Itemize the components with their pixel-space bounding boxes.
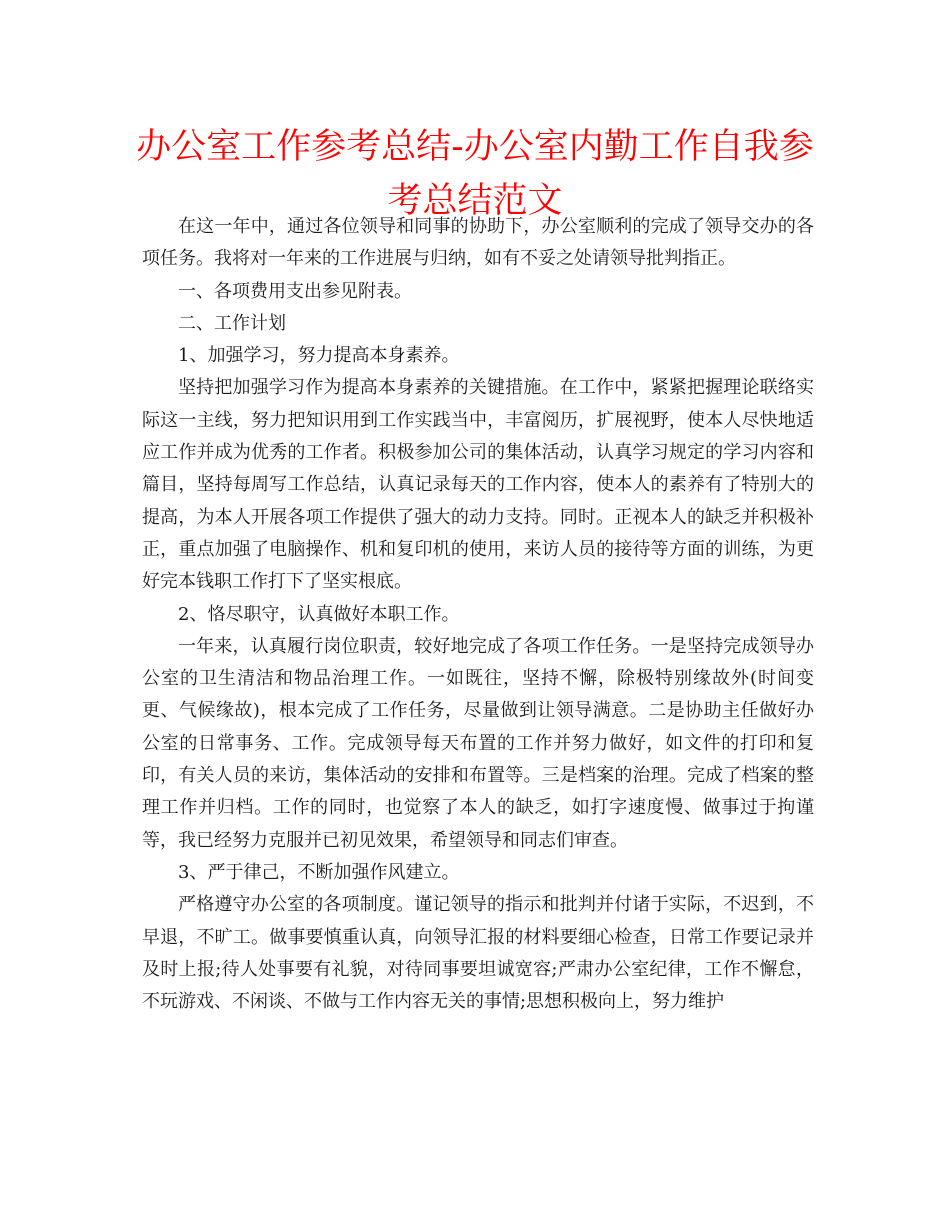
paragraph-item-2-heading: 2、恪尽职守，认真做好本职工作。: [178, 603, 460, 625]
paragraph-item-3-body: 严格遵守办公室的各项制度。谨记领导的指示和批判并付诸于实际，不迟到，不早退，不旷工。做事要慎重认真，向领导汇报的材料要细心检查，日常工作要记录并及时上报;待人处事要有礼貌，对待同事要坦诚宽容;严肃办公室纪律，工作不懈怠，不玩游戏、不闲谈、不做与工作内容无关的事情;思想积极向上，努力维护: [142, 894, 814, 1013]
paragraph-work-plan-heading: 二、工作计划: [178, 312, 286, 334]
paragraph-item-3-heading: 3、严于律己，不断加强作风建立。: [178, 861, 460, 883]
paragraph-intro: 在这一年中，通过各位领导和同事的协助下，办公室顺利的完成了领导交办的各项任务。我将对一年来的工作进展与归纳，如有不妥之处请领导批判指正。: [142, 216, 814, 270]
paragraph-item-2-body: 一年来，认真履行岗位职责，较好地完成了各项工作任务。一是坚持完成领导办公室的卫生清洁和物品治理工作。一如既往，坚持不懈，除极特别缘故外(时间变更、气候缘故)，根本完成了工作任务，尽量做到让领导满意。二是协助主任做好办公室的日常事务、工作。完成领导每天布置的工作并努力做好，如文件的打印和复印，有关人员的来访，集体活动的安排和布置等。三是档案的治理。完成了档案的整理工作并归档。工作的同时，也觉察了本人的缺乏，如打字速度慢、做事过于拘谨等，我已经努力克服并已初见效果，希望领导和同志们审查。: [142, 635, 814, 851]
paragraph-expenses: 一、各项费用支出参见附表。: [178, 280, 412, 302]
document-body: [142, 211, 814, 1018]
paragraph-item-1-body: 坚持把加强学习作为提高本身素养的关键措施。在工作中，紧紧把握理论联络实际这一主线，努力把知识用到工作实践当中，丰富阅历，扩展视野，使本人尽快地适应工作并成为优秀的工作者。积极参加公司的集体活动，认真学习规定的学习内容和篇目，坚持每周写工作总结，认真记录每天的工作内容，使本人的素养有了特别大的提高，为本人开展各项工作提供了强大的动力支持。同时。正视本人的缺乏并积极补正，重点加强了电脑操作、机和复印机的使用，来访人员的接待等方面的训练，为更好完本钱职工作打下了坚实根底。: [142, 377, 814, 593]
document-title: 办公室工作参考总结-办公室内勤工作自我参考总结范文: [136, 127, 814, 221]
paragraph-item-1-heading: 1、加强学习，努力提高本身素养。: [178, 345, 460, 367]
